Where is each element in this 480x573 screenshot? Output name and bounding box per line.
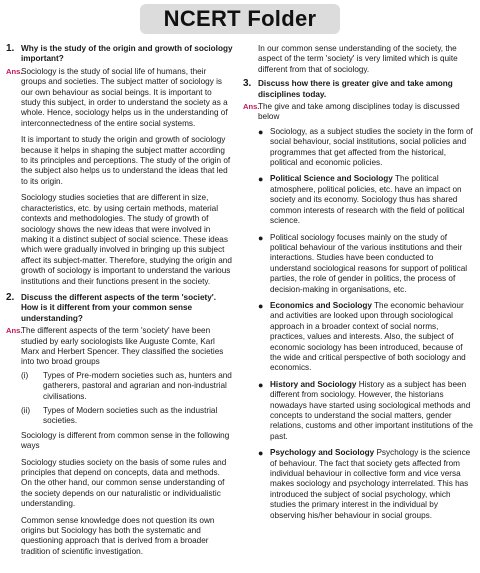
paragraph: Sociology studies society on the basis of some rules and principles that depend on concepts, data and methods. On the other hand, our common sense understanding of the society depends on our naturalistic or individualistic understanding. <box>21 457 227 509</box>
paragraph: In our common sense understanding of the society, the aspect of the term 'society' is very limited which is quite different from that of sociology. <box>258 44 458 74</box>
header <box>0 0 480 38</box>
list-item <box>21 406 233 427</box>
bullet-item <box>258 301 475 374</box>
list-item <box>21 371 233 402</box>
bullet-text: The political atmosphere, political policies, etc. have an impact on society and its economy. Sociology thus has shared common interests of research with the field of political science. <box>270 174 465 226</box>
bullet-icon: ● <box>258 174 264 185</box>
bullet-term: Economics and Sociology <box>270 300 372 310</box>
answer-label: Ans. <box>6 66 23 76</box>
question-2 <box>6 293 233 557</box>
bullet-icon: ● <box>258 232 264 243</box>
bullet-text: Sociology, as a subject studies the society in the form of social behaviour, social institutions, social policies and programmes that get affected from the historical, political and economic policies. <box>270 126 473 168</box>
question-text: Discuss the different aspects of the term 'society'. How is it different from your common sense understanding? <box>21 292 216 323</box>
bullet-text: The economic behaviour and activities are looked upon through sociological approach in a broader context of social norms, practices, values and interests. Also, the subject of economic sociology has been introduced, because of the wide and critical perspective of both sociology and economics. <box>270 300 466 373</box>
list-marker: (ii) <box>21 406 31 415</box>
paragraph: The different aspects of the term 'society' have been studied by early sociologists like Auguste Comte, Karl Marx and Herbert Spencer. They classified the societies into two broad groups <box>21 326 224 367</box>
bullet-item <box>258 127 475 169</box>
list-marker: (i) <box>21 370 29 380</box>
answer-body <box>21 326 233 371</box>
question-number: 3. <box>243 78 252 90</box>
list-item-text: Types of Modern societies such as the industrial societies. <box>43 406 218 426</box>
bullet-item <box>258 233 475 295</box>
paragraph: Sociology is the study of social life of humans, their groups and societies. The subject matter of sociology is our own behaviour as social beings. It is important to study this subject, in order to understand the society as a whole. Hence, sociology helps us in the understanding of interconnectedness of the entire social systems. <box>21 66 228 128</box>
bullet-icon: ● <box>258 126 264 137</box>
page-title: NCERT Folder <box>140 4 341 34</box>
bullet-item <box>258 380 475 442</box>
right-column <box>243 44 475 527</box>
answer-body <box>21 67 233 135</box>
bullet-term: Political Science and Sociology <box>270 174 393 184</box>
bullet-term: History and Sociology <box>270 379 357 389</box>
question-1 <box>6 44 233 287</box>
question-text: Why is the study of the origin and growth of sociology important? <box>21 44 233 64</box>
answer-body <box>258 102 475 127</box>
question-3 <box>243 79 475 521</box>
bullet-text: Political sociology focuses mainly on the study of political behaviour of the various institutions and their interactions. Studies have been conducted to understand sociological reasons for support of political parties, the role of gender in politics, the process of decision-making in organisations, etc. <box>270 232 468 294</box>
answer-label: Ans. <box>6 326 23 336</box>
paragraph: The give and take among disciplines today is discussed below <box>258 102 460 122</box>
bullet-icon: ● <box>258 379 264 390</box>
list-item-text: Types of Pre-modern societies such as, hunters and gatherers, pastoral and agrarian and non-industrial civilisations. <box>43 370 232 401</box>
paragraph: Sociology is different from common sense in the following ways <box>21 430 230 451</box>
bullet-icon: ● <box>258 300 264 311</box>
bullet-text: History as a subject has been different from sociology. However, the historians nowadays have started using sociological methods and concepts to understand the social matters, gender relations, customs and other important institutions of the past. <box>270 379 473 441</box>
answer-label: Ans. <box>243 102 260 112</box>
bullet-item <box>258 174 475 226</box>
left-column <box>6 44 233 563</box>
paragraph: It is important to study the origin and growth of sociology because it helps in shaping the subject matter according to its principles and perceptions. The study of the origin of the subject also helps us to understand the ideas that led to its origin. <box>21 135 231 186</box>
question-number: 2. <box>6 291 15 303</box>
question-number: 1. <box>6 43 15 54</box>
paragraph: Sociology studies societies that are different in size, characteristics, etc. by using certain methods, material contexts and methodologies. The study of growth of sociology shows the new ideas that were involved in making it a distinct subject of social science. These ideas which were gradually involved in bringing up this subject affect its subject-matter. Therefore, studying the origin and growth of sociology is important to understand the various institutions and their functions present in the society. <box>21 193 232 286</box>
question-text: Discuss how there is greater give and take among disciplines today. <box>258 79 453 99</box>
bullet-icon: ● <box>258 448 264 459</box>
bullet-term: Psychology and Sociology <box>270 448 375 458</box>
bullet-text: Psychology is the science of behaviour. The fact that society gets affected from individual behaviour in collective form and vice versa makes sociology and psychology interrelated. This has introduced the subject of social psychology, which studies the primary interest in the individual by observing his/her behaviour in social groups. <box>270 448 471 520</box>
paragraph: Common sense knowledge does not question its own origins but Sociology has both the systematic and questioning approach that is derived from a broader tradition of scientific investigation. <box>21 515 215 556</box>
bullet-item <box>258 448 475 521</box>
